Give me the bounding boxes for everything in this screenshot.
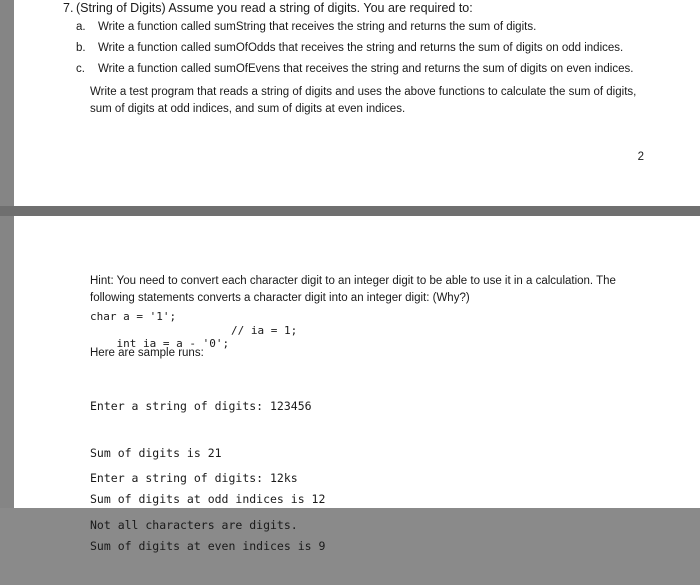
- list-item-label: c.: [76, 63, 85, 75]
- paragraph-line: sum of digits at odd indices, and sum of digits at even indices.: [90, 103, 406, 115]
- question-title: (String of Digits) Assume you read a string of digits. You are required to:: [76, 1, 473, 15]
- list-item-text: Write a function called sumString that receives the string and returns the sum of digits.: [98, 21, 537, 33]
- sample-runs-label: Here are sample runs:: [90, 347, 204, 359]
- page-separator: [0, 206, 700, 216]
- console-line: Sum of digits is 21: [90, 445, 222, 460]
- paragraph-line: Write a test program that reads a string of digits and uses the above functions to calculate the sum of digits,: [90, 86, 637, 98]
- code-comment: // ia = 1;: [231, 324, 298, 337]
- list-item-text: Write a function called sumOfOdds that receives the string and returns the sum of digits on odd indices.: [98, 42, 624, 54]
- console-line: Enter a string of digits: 12ks: [90, 471, 298, 485]
- page-number: 2: [637, 151, 644, 163]
- code-statement: int ia = a - '0';: [116, 337, 230, 350]
- question-number: 7.: [63, 1, 74, 15]
- test-program-paragraph: [90, 84, 670, 118]
- document-page-bottom: [14, 216, 700, 553]
- document-page-top: [14, 0, 700, 206]
- left-margin-bar: [0, 0, 14, 508]
- console-line: Not all characters are digits.: [90, 517, 298, 532]
- hint-paragraph: [90, 273, 660, 307]
- console-line: Sum of digits at even indices is 9: [90, 538, 326, 553]
- console-line: Sum of digits at odd indices is 12: [90, 492, 326, 506]
- list-item-label: a.: [76, 21, 86, 33]
- hint-line: Hint: You need to convert each character digit to an integer digit to be able to use it in a calculation. The: [90, 275, 616, 287]
- code-line: char a = '1';: [90, 310, 177, 323]
- hint-line: following statements converts a character digit into an integer digit: (Why?): [90, 292, 470, 304]
- console-line: Enter a string of digits: 123456: [90, 399, 312, 413]
- sample-run-2: [90, 440, 298, 564]
- list-item-text: Write a function called sumOfEvens that receives the string and returns the sum of digits on even indices.: [98, 63, 634, 75]
- list-item-label: b.: [76, 42, 86, 54]
